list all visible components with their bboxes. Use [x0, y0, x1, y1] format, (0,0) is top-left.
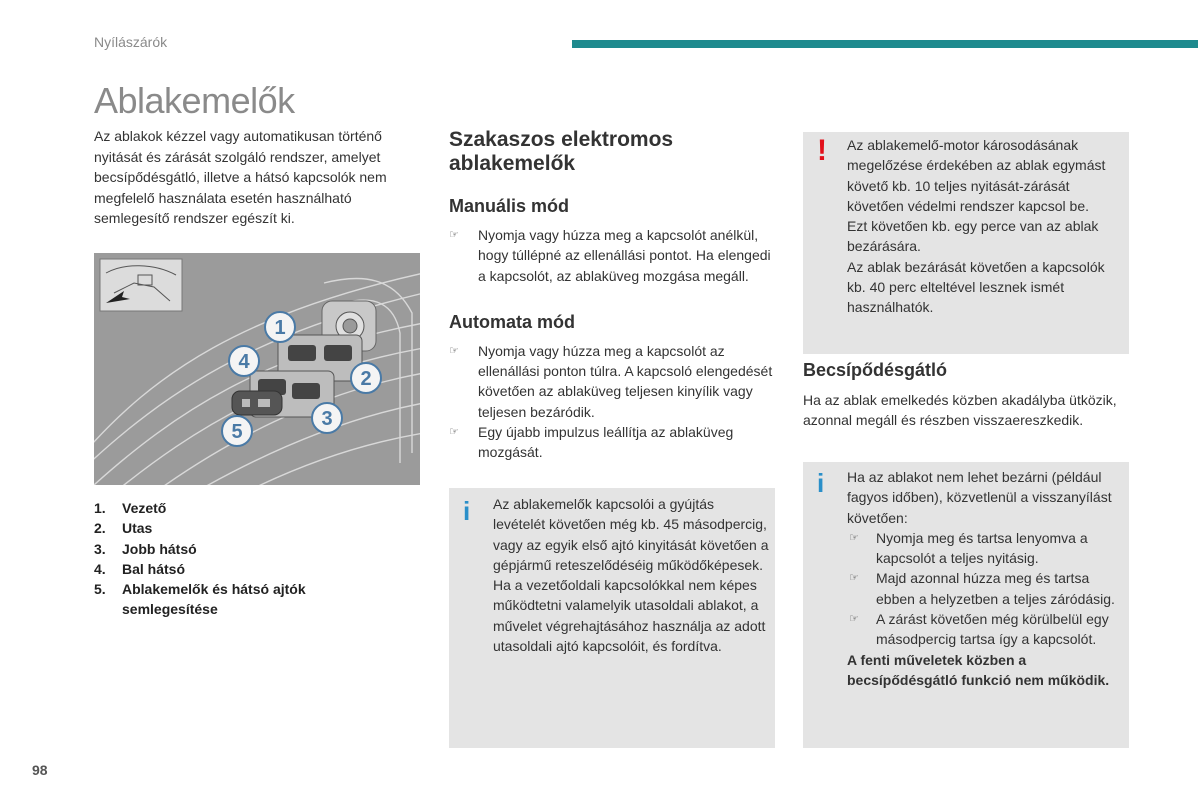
intro-paragraph: Az ablakok kézzel vagy automatikusan történő nyitását és zárását szolgáló rendszer, amelyet becsípődésgátló, illetve a hátsó kapcsolók nem megfelelő használata esetén használható semlegesítő rendszer egészít ki.: [94, 128, 387, 226]
list-item: ☞ Egy újabb impulzus leállítja az ablaküveg mozgását.: [449, 424, 734, 461]
callout-3: [312, 403, 342, 433]
hand-pointer-icon: ☞: [849, 613, 859, 626]
frozen-window-content: [847, 467, 1125, 690]
hand-pointer-icon: ☞: [449, 344, 459, 357]
subheading-manual-mode: Manuális mód: [449, 196, 570, 216]
legend-item: 5. Ablakemelők és hátsó ajtók semlegesítése: [94, 581, 306, 618]
legend-item: 3. Jobb hátsó: [94, 540, 197, 557]
hand-pointer-icon: ☞: [449, 426, 459, 439]
column-2: [449, 126, 779, 463]
svg-text:3: 3: [321, 408, 333, 430]
page-title: Ablakemelők: [94, 80, 295, 121]
warning-box-motor-protection: [803, 132, 1129, 354]
section-label: Nyílászárók: [94, 34, 168, 50]
list-item: ☞ Nyomja meg és tartsa lenyomva a kapcsolót a teljes nyitásig.: [849, 529, 1088, 567]
anti-pinch-paragraph: Ha az ablak emelkedés közben akadályba ütközik, azonnal megáll és részben visszaereszkedik.: [803, 392, 1117, 429]
svg-text:2: 2: [360, 368, 372, 390]
manual-mode-list: [449, 225, 779, 286]
list-item: ☞ Nyomja vagy húzza meg a kapcsolót az ellenállási ponton túlra. A kapcsoló elengedését követően az ablaküveg teljesen kinyílik vagy teljesen bezáródik.: [449, 342, 773, 420]
legend-item: 1. Vezető: [94, 500, 167, 516]
callout-4: [229, 346, 259, 376]
page-number: 98: [32, 762, 48, 778]
frozen-window-note: A fenti műveletek közben a becsípődésgátló funkció nem működik.: [847, 651, 1110, 688]
section-heading-electric-windows: Szakaszos elektromos ablakemelők: [449, 128, 674, 175]
subheading-auto-mode: Automata mód: [449, 311, 575, 332]
switch-panel-drawing: [94, 253, 420, 485]
window-switch-illustration: [94, 253, 420, 485]
info-box-frozen-window: [803, 462, 1129, 748]
list-item: ☞ Nyomja vagy húzza meg a kapcsolót anélkül, hogy túllépné az ellenállási pontot. Ha elengedi a kapcsolót, az ablaküveg mozgása megáll.: [449, 227, 771, 284]
frozen-window-intro: Ha az ablakot nem lehet bezárni (például fagyos időben), közvetlenül a visszanyílást követően:: [847, 469, 1112, 526]
info-box-switch-timing: [449, 488, 775, 748]
auto-mode-list: [449, 341, 779, 463]
callout-5: [222, 416, 252, 446]
callout-1: [265, 312, 295, 342]
header-accent-bar: [572, 40, 1198, 48]
info-icon: i: [817, 468, 825, 498]
info-text: Az ablakemelők kapcsolói a gyújtás levételét követően még kb. 45 másodpercig, vagy az egyik első ajtó kinyitását követően a gépjármű reteszelődéséig működőképesek. Ha a vezetőoldali kapcsolókkal nem képes működtetni valamelyik utasoldali ablakot, a művelet végrehajtásához használja az adott utasoldali ajtó kapcsolóit, és fordítva.: [493, 496, 769, 655]
warning-icon: !: [817, 134, 827, 167]
hand-pointer-icon: ☞: [849, 531, 859, 544]
legend-item: 4. Bal hátsó: [94, 560, 186, 577]
svg-text:5: 5: [231, 421, 243, 443]
svg-text:4: 4: [238, 351, 250, 373]
subheading-anti-pinch: Becsípődésgátló: [803, 360, 948, 380]
svg-text:1: 1: [274, 317, 286, 339]
frozen-window-steps: [847, 528, 1125, 650]
info-icon: i: [463, 496, 471, 526]
list-item: ☞ Majd azonnal húzza meg és tartsa ebben a helyzetben a teljes záródásig.: [849, 570, 1115, 607]
hand-pointer-icon: ☞: [849, 572, 859, 585]
callout-2: [351, 363, 381, 393]
list-item: ☞ A zárást követően még körülbelül egy másodpercig tartsa így a kapcsolót.: [849, 611, 1109, 648]
warning-text: Az ablakemelő-motor károsodásának megelőzése érdekében az ablak egymást követő kb. 10 teljes nyitását-zárását követően védelmi rendszer kapcsol be. Ezt követően kb. egy perce van az ablak bezárására. Az ablak bezárását követően a kapcsolók kb. 40 perc elteltével lesznek ismét használhatók.: [847, 137, 1106, 316]
illustration-legend: [94, 498, 424, 620]
hand-pointer-icon: ☞: [449, 229, 459, 241]
legend-item: 2. Utas: [94, 520, 153, 537]
